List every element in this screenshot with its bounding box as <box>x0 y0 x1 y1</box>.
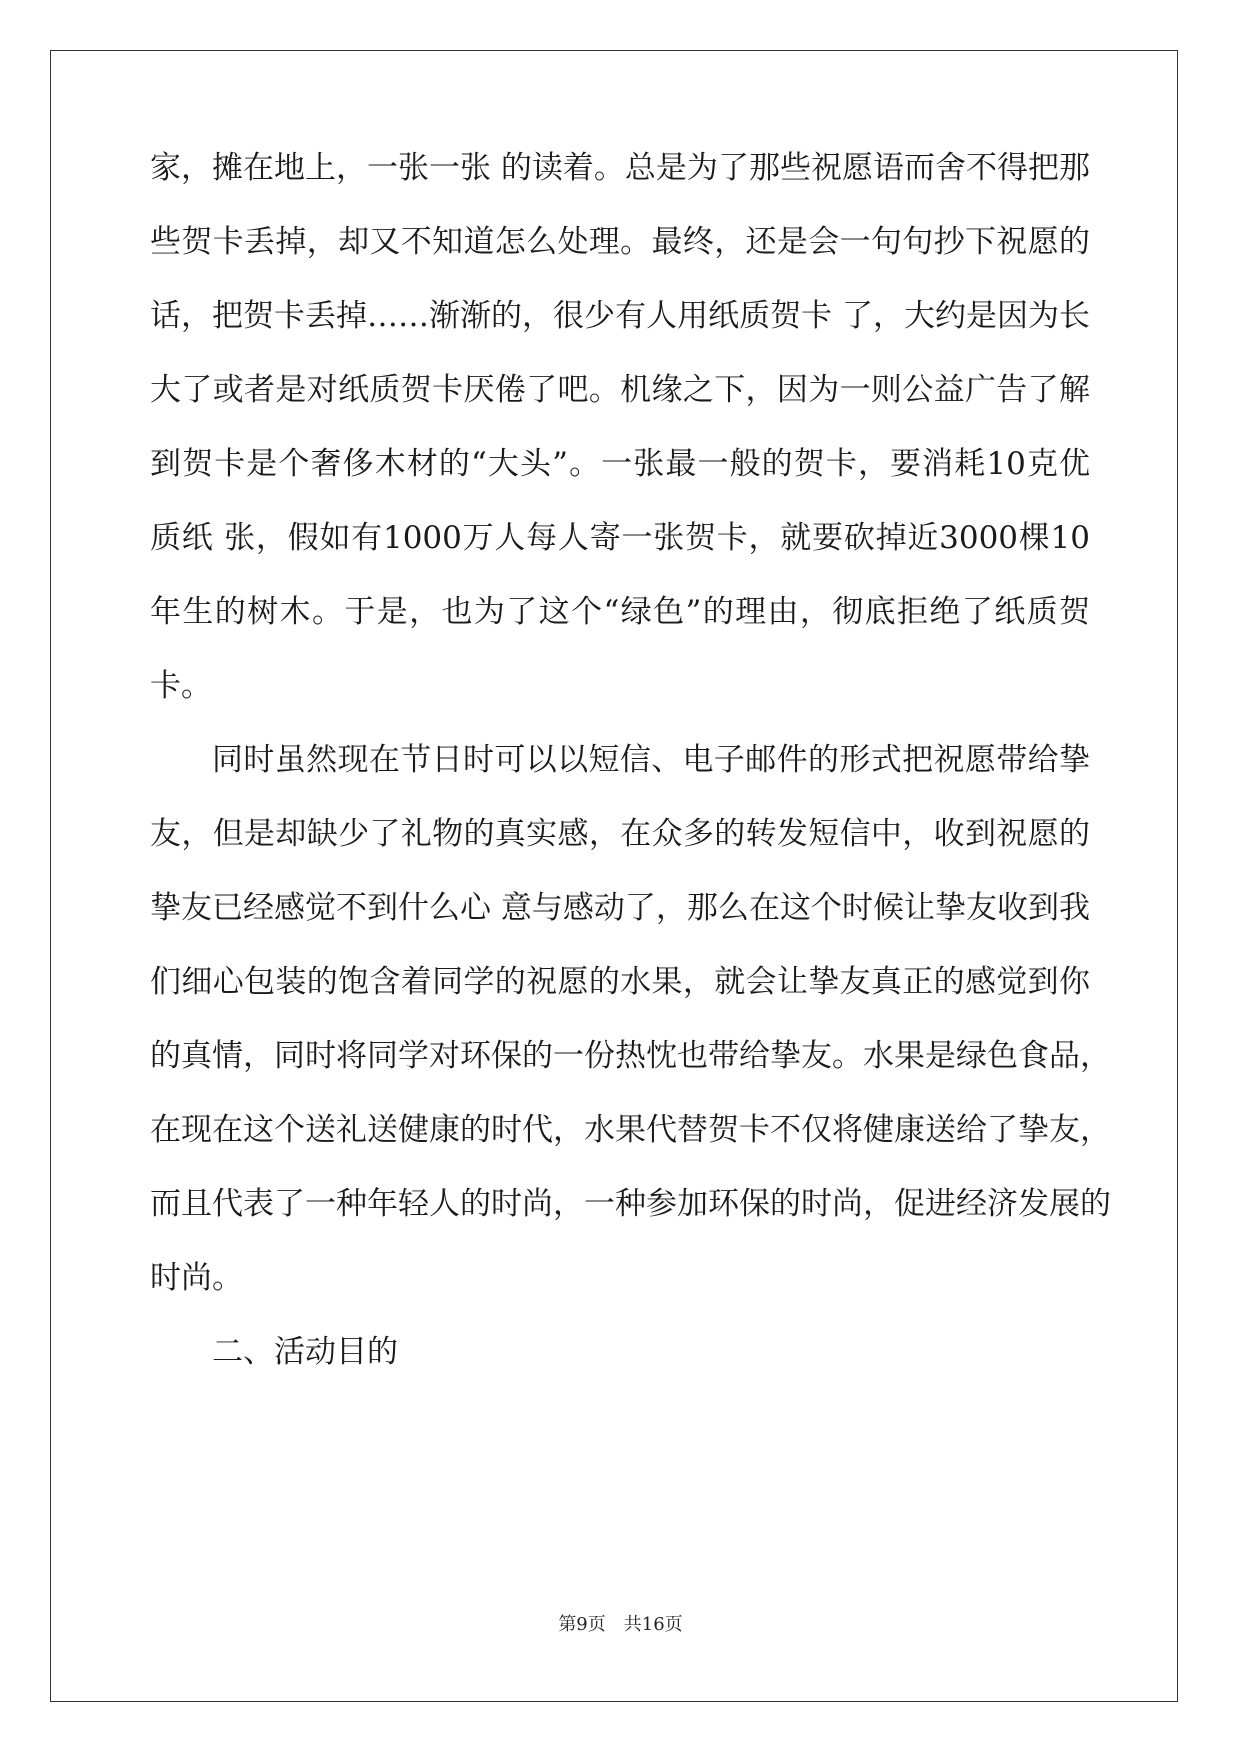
paragraph-line: 们细心包装的饱含着同学的祝愿的水果，就会让挚友真正的感觉到你 <box>150 964 1090 1000</box>
page-number: 第9页 共16页 <box>558 1614 683 1635</box>
paragraph-line: 些贺卡丢掉，却又不知道怎么处理。最终，还是会一句句抄下祝愿的 <box>150 224 1090 260</box>
paragraph-line: 大了或者是对纸质贺卡厌倦了吧。机缘之下，因为一则公益广告了解 <box>150 372 1090 408</box>
paragraph-line: 到贺卡是个奢侈木材的“大头”。一张最一般的贺卡，要消耗10克优 <box>150 446 1090 482</box>
paragraph-line: 的真情，同时将同学对环保的一份热忱也带给挚友。水果是绿色食品， <box>150 1038 1111 1074</box>
paragraph-line: 家，摊在地上，一张一张 的读着。总是为了那些祝愿语而舍不得把那 <box>150 150 1090 186</box>
section-heading: 二、活动目的 <box>212 1334 398 1370</box>
paragraph-line: 而且代表了一种年轻人的时尚，一种参加环保的时尚，促进经济发展的 <box>150 1186 1111 1222</box>
paragraph-line: 质纸 张，假如有1000万人每人寄一张贺卡，就要砍掉近3000棵10 <box>150 520 1090 556</box>
paragraph-line: 友，但是却缺少了礼物的真实感，在众多的转发短信中，收到祝愿的 <box>150 816 1090 852</box>
paragraph-line: 挚友已经感觉不到什么心 意与感动了，那么在这个时候让挚友收到我 <box>150 890 1090 926</box>
paragraph-line: 在现在这个送礼送健康的时代，水果代替贺卡不仅将健康送给了挚友， <box>150 1112 1111 1148</box>
paragraph-line: 同时虽然现在节日时可以以短信、电子邮件的形式把祝愿带给挚 <box>212 742 1090 778</box>
paragraph-line: 年生的树木。于是，也为了这个“绿色”的理由，彻底拒绝了纸质贺 <box>150 594 1090 630</box>
paragraph-line: 时尚。 <box>150 1260 243 1296</box>
paragraph-line: 卡。 <box>150 668 212 704</box>
paragraph-line: 话，把贺卡丢掉……渐渐的，很少有人用纸质贺卡 了，大约是因为长 <box>150 298 1090 334</box>
